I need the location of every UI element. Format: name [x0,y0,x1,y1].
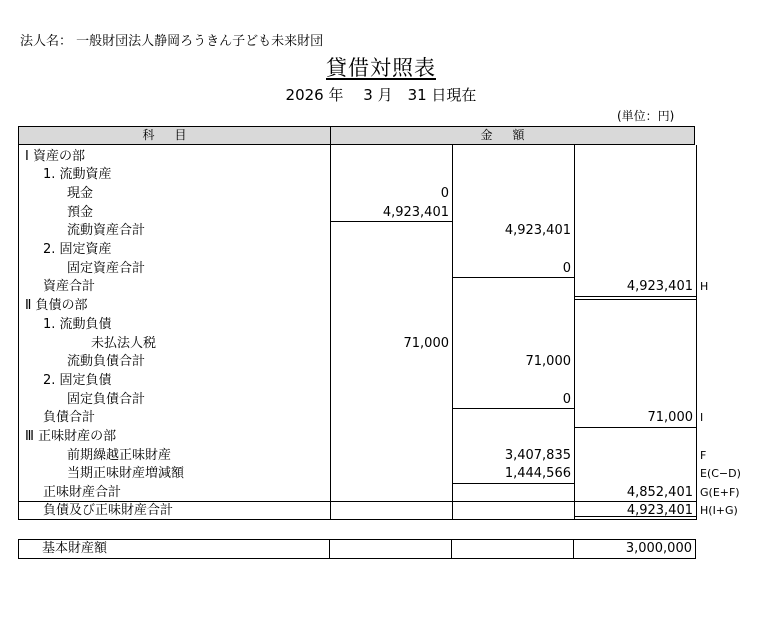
row-label: Ⅰ 資産の部 [25,149,85,164]
basic-divider-1 [329,540,330,559]
row-label: 流動負債合計 [67,354,146,369]
basic-divider-2 [451,540,452,559]
title-text: 貸借対照表 [326,56,436,80]
row-label: 現金 [67,186,94,201]
rule-total-liabilities [574,427,696,428]
row-label: 固定負債合計 [67,392,146,407]
unit-label: (単位：円) [617,109,675,123]
row-label: 資産合計 [43,279,96,294]
deposit-value: 4,923,401 [382,205,449,220]
note-i: I [700,411,704,424]
basic-divider-0 [18,540,19,559]
row-label: 負債合計 [43,410,96,425]
rule-total-assets-2 [574,299,696,300]
note-f: F [700,449,707,462]
row-label: 正味財産合計 [43,485,122,500]
report-date: 2026 年 3 月 31 日現在 [285,86,477,104]
fixed-liabilities-total: 0 [562,392,571,407]
fixed-assets-total: 0 [562,261,571,276]
row-label: Ⅲ 正味財産の部 [25,429,117,444]
liabilities-and-net-assets-total: 4,923,401 [626,503,693,518]
basic-property-value: 3,000,000 [625,541,692,556]
row-label: 当期正味財産増減額 [67,466,185,481]
row-label: 2. 固定資産 [43,242,112,257]
col-divider-3 [574,145,575,520]
note-h-total: H(I+G) [700,504,738,517]
rule-total-assets-1 [574,296,696,297]
col-divider-4 [696,145,697,520]
total-assets: 4,923,401 [626,279,693,294]
current-assets-total: 4,923,401 [504,223,571,238]
row-label: 負債及び正味財産合計 [43,503,174,518]
net-assets-total: 4,852,401 [626,485,693,500]
row-label: Ⅱ 負債の部 [25,298,88,313]
row-label: 1. 流動資産 [43,167,112,182]
row-label: 流動資産合計 [67,223,146,238]
row-label: 未払法人税 [91,336,157,351]
table-header [18,126,695,145]
current-liabilities-total: 71,000 [525,354,571,369]
basic-bottom-rule [18,558,696,559]
basic-property-table [18,539,696,559]
header-subject: 科目 [19,127,331,144]
row-label: 前期繰越正味財産 [67,448,172,463]
row-label: 2. 固定負債 [43,373,112,388]
unpaid-tax-value: 71,000 [403,336,449,351]
note-g: G(E+F) [700,486,740,499]
header-amount: 金額 [480,128,545,142]
row-label: 1. 流動負債 [43,317,112,332]
basic-divider-4 [695,540,696,559]
row-label: 固定資産合計 [67,261,146,276]
page-title [0,52,762,82]
row-label: 預金 [67,205,94,220]
note-e: E(C−D) [700,467,741,480]
total-liabilities: 71,000 [647,410,693,425]
basic-property-label: 基本財産額 [42,541,108,556]
prior-net-assets: 3,407,835 [504,448,571,463]
rule-net-assets [452,483,574,484]
balance-sheet-table [18,145,741,520]
organization-name: 法人名： 一般財団法人静岡ろうきん子ども未来財団 [20,34,324,49]
cash-value: 0 [440,186,449,201]
net-assets-change: 1,444,566 [504,466,571,481]
note-h: H [700,280,709,293]
